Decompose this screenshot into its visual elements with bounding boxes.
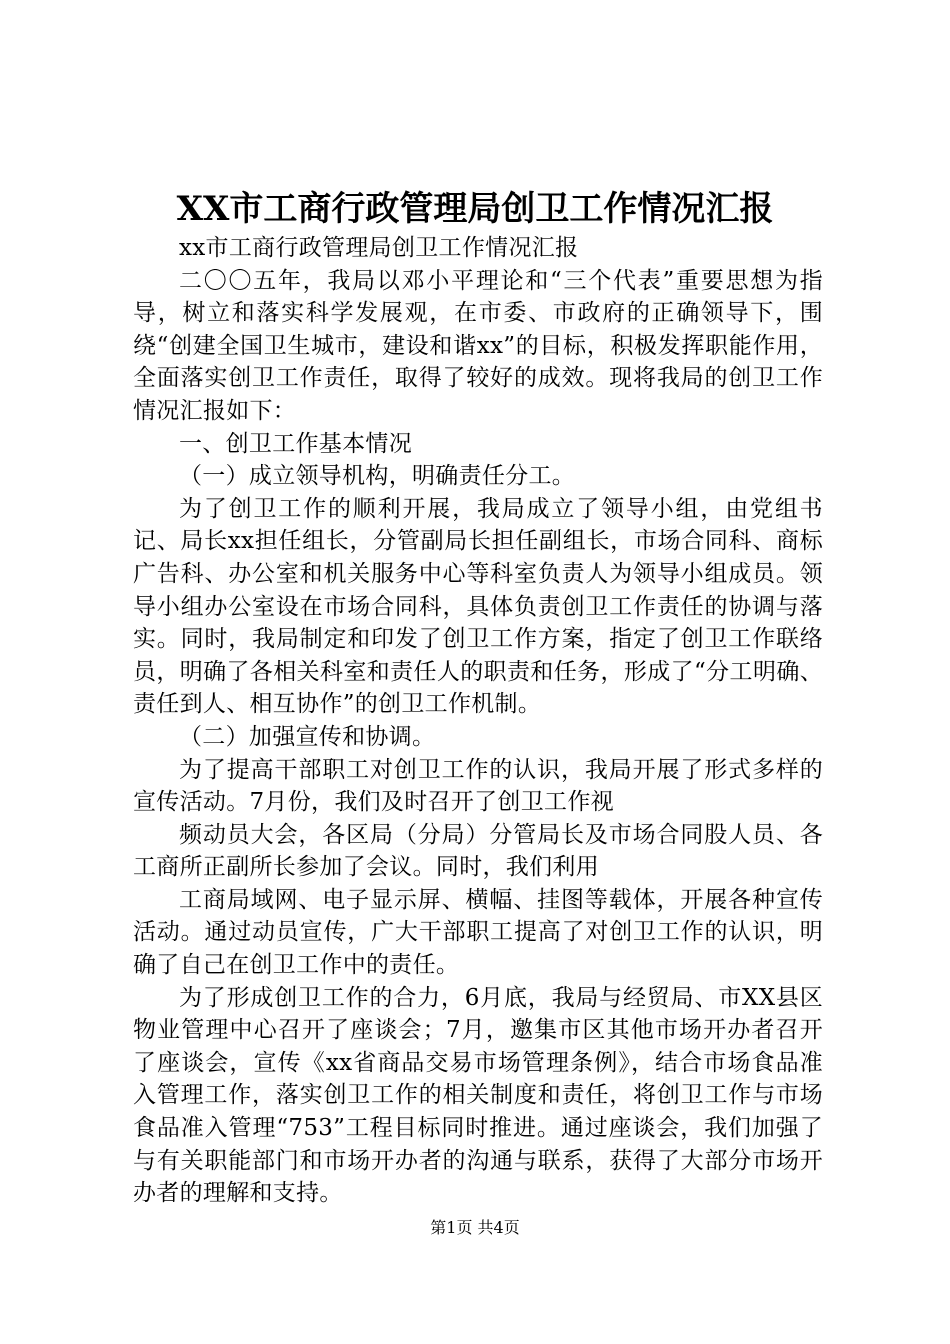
paragraph-publicity-2: 频动员大会，各区局（分局）分管局长及市场合同股人员、各工商所正副所长参加了会议。同时，我们利用 xyxy=(133,821,823,881)
subsection-heading-1: （一）成立领导机构，明确责任分工。 xyxy=(179,463,576,490)
document-title: XX市工商行政管理局创卫工作情况汇报 xyxy=(176,189,774,229)
paragraph-publicity-3: 工商局域网、电子显示屏、横幅、挂图等载体，开展各种宣传活动。通过动员宣传，广大干部职工提高了对创卫工作的认识，明确了自己在创卫工作中的责任。 xyxy=(133,886,823,979)
paragraph-coordination: 为了形成创卫工作的合力，6月底，我局与经贸局、市XX县区物业管理中心召开了座谈会；7月，邀集市区其他市场开办者召开了座谈会，宣传《xx省商品交易市场管理条例》，结合市场食品准入管理工作，落实创卫工作的相关制度和责任，将创卫工作与市场食品准入管理“753”工程目标同时推进。通过座谈会，我们加强了与有关职能部门和市场开办者的沟通与联系，获得了大部分市场开办者的理解和支持。 xyxy=(133,984,823,1207)
subsection-heading-2: （二）加强宣传和协调。 xyxy=(179,723,436,750)
document-body xyxy=(133,232,823,1210)
section-heading-1: 一、创卫工作基本情况 xyxy=(179,430,412,457)
paragraph-subtitle: xx市工商行政管理局创卫工作情况汇报 xyxy=(179,235,579,261)
page-number-footer: 第1页 共4页 xyxy=(430,1218,520,1237)
paragraph-intro: 二〇〇五年，我局以邓小平理论和“三个代表”重要思想为指导，树立和落实科学发展观，在市委、市政府的正确领导下，围绕“创建全国卫生城市，建设和谐xx”的目标，积极发挥职能作用，全面落实创卫工作责任，取得了较好的成效。现将我局的创卫工作情况汇报如下： xyxy=(133,267,823,424)
paragraph-leadership: 为了创卫工作的顺利开展，我局成立了领导小组，由党组书记、局长xx担任组长，分管副局长担任副组长，市场合同科、商标广告科、办公室和机关服务中心等科室负责人为领导小组成员。领导小组办公室设在市场合同科，具体负责创卫工作责任的协调与落实。同时，我局制定和印发了创卫工作方案，指定了创卫工作联络员，明确了各相关科室和责任人的职责和任务，形成了“分工明确、责任到人、相互协作”的创卫工作机制。 xyxy=(133,495,823,718)
paragraph-publicity-1: 为了提高干部职工对创卫工作的认识，我局开展了形式多样的宣传活动。7月份，我们及时召开了创卫工作视 xyxy=(133,756,823,816)
